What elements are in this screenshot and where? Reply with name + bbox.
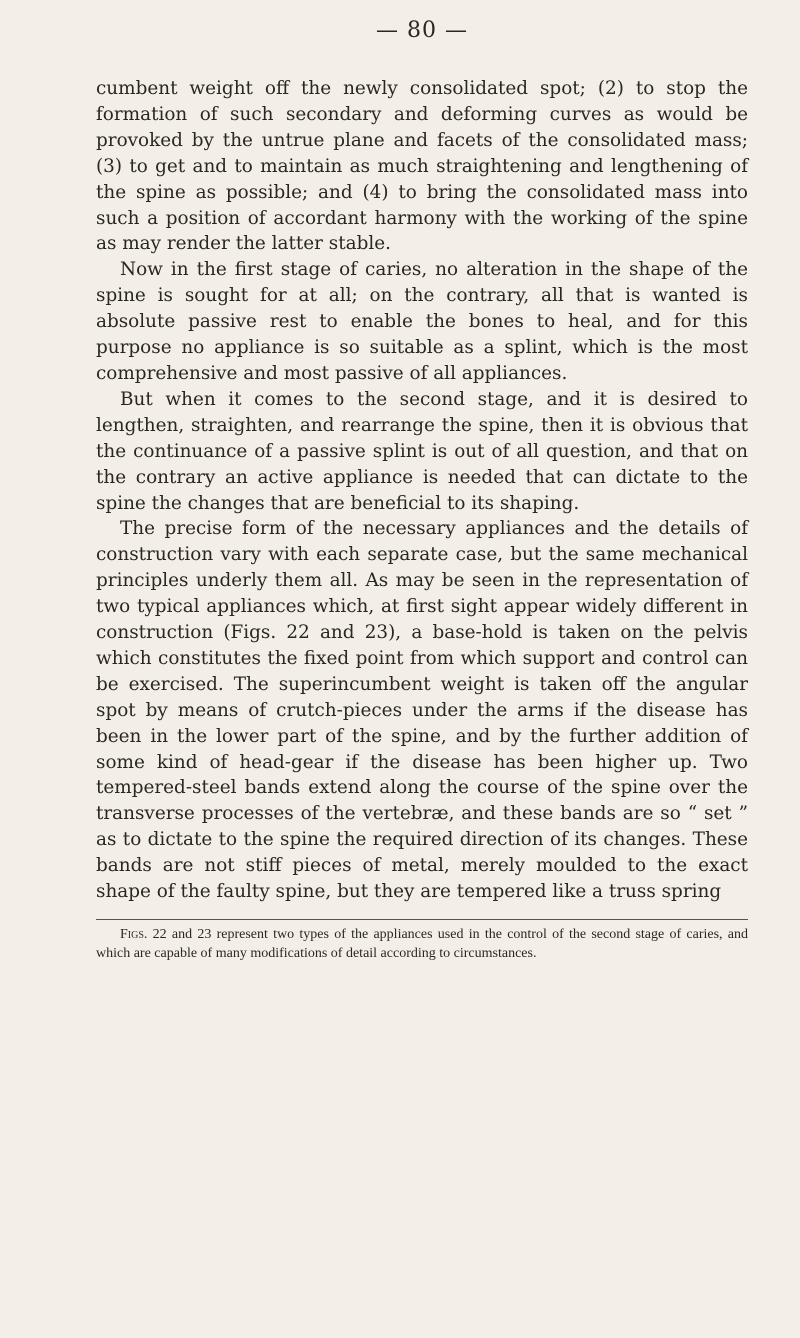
paragraph-2: Now in the first stage of caries, no alteration in the shape of the spine is sought for at all; on the contrary, all that is wanted is absolute passive rest to enable the bones to heal, and for this purpose no appliance is so suitable as a splint, which is the most comprehensive and most passive of all appliances.: [96, 259, 748, 384]
body-text: [96, 76, 748, 905]
page-number: — 80 —: [376, 18, 468, 43]
footnote-divider: [96, 919, 748, 920]
footnote: [96, 926, 748, 963]
footnote-label: Figs.: [120, 927, 148, 942]
footnote-text: 22 and 23 represent two types of the appliances used in the control of the second stage of caries, and which are capable of many modifications of detail according to circumstances.: [96, 927, 748, 961]
paragraph-3: But when it comes to the second stage, and it is desired to lengthen, straighten, and rearrange the spine, then it is obvious that the continuance of a passive splint is out of all question, and that on the contrary an active appliance is needed that can dictate to the spine the changes that are beneficial to its shaping.: [96, 388, 748, 514]
paragraph-1: cumbent weight off the newly consolidated spot; (2) to stop the formation of such secondary and deforming curves as would be provoked by the untrue plane and facets of the consolidated mass; (3) to get and to maintain as much straightening and lengthening of the spine as possible; and (4) to bring the consolidated mass into such a position of accordant harmony with the working of the spine as may render the latter stable.: [96, 78, 748, 255]
paragraph-4: The precise form of the necessary appliances and the details of construction vary with each separate case, but the same mechanical principles underly them all. As may be seen in the representation of two typical appliances which, at first sight appear widely different in construction (Figs. 22 and 23), a base-hold is taken on the pelvis which constitutes the fixed point from which support and control can be exercised. The superincumbent weight is taken off the angular spot by means of crutch-pieces under the arms if the disease has been in the lower part of the spine, and by the further addition of some kind of head-gear if the disease has been higher up. Two tempered-steel bands extend along the course of the spine over the transverse processes of the vertebræ, and these bands are so “ set ” as to dictate to the spine the required direction of its changes. These bands are not stiff pieces of metal, merely moulded to the exact shape of the faulty spine, but they are tempered like a truss spring: [96, 518, 748, 903]
